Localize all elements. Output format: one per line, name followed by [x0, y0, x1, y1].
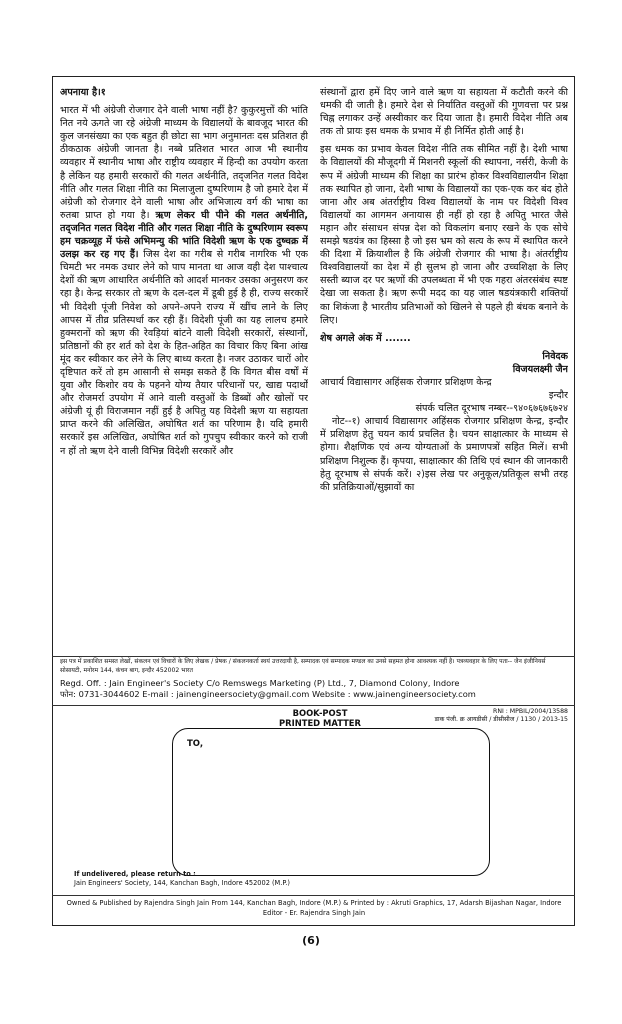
contact-line: फोन: 0731-3044602 E-mail : jainengineersociety@gmail.com Website : www.jainengineersociety.com — [60, 688, 476, 699]
undelivered-address: Jain Engineers' Society, 144, Kanchan Bagh, Indore 452002 (M.P.) — [74, 879, 290, 887]
right-column — [320, 86, 568, 656]
signature-name: विजयलक्ष्मी जैन — [512, 363, 568, 375]
right-paragraph-1: संस्थानों द्वारा हमें दिए जाने वाले ऋण या सहायता में कटौती करने की धमकी दी जाती है। हमारे देश से निर्यातित वस्तुओं की गुणवत्ता पर प्रश्न चिह्न लगाकर उन्हें अस्वीकार कर दिया जाता है। हमारी विदेश नीति अब तक तो प्रायः इस धमक के प्रभाव में ही निर्मित होती आई है। — [320, 87, 568, 138]
organization-city: इन्दौर — [548, 390, 568, 402]
left-column — [60, 86, 308, 656]
signature-label: निवेदक — [542, 350, 568, 362]
footer-divider — [52, 656, 575, 657]
publisher-block — [60, 898, 568, 918]
article-columns — [60, 86, 568, 656]
to-label: TO, — [187, 739, 204, 749]
signature-block — [320, 350, 568, 376]
owned-published-line: Owned & Published by Rajendra Singh Jain From 144, Kanchan Bagh, Indore (M.P.) & Printed by : Akruti Graphics, 17, Adarsh Bijashan Nagar, Indore — [66, 899, 562, 907]
right-paragraph-2: इस धमक का प्रभाव केवल विदेश नीति तक सीमित नहीं है। देशी भाषा के विद्यालयों की मौजूदगी में मिशनरी स्कूलों की स्थापना, नर्सरी, केजी के रूप में अंग्रेजी माध्यम की शिक्षा का प्रारंभ होकर विश्वविद्यालयीन शिक्षा तक स्थापित हो जाना, देशी भाषा के विद्यालयों का एक-एक कर बंद होते जाना और अब अंतर्राष्ट्रीय विश्व विद्यालयों के नाम पर विदेशी विश्व विद्यालयों का आगमन अनायास ही नहीं हो रहा है अपितु भारत जैसे महान और संसाधन संपन्न देश को विकलांग बनाए रखने के एक सोचे समझे षडयंत्र का हिस्सा है जो इस भ्रम को सत्य के रूप में स्थापित करने की दिशा में क्रियाशील है कि अंग्रेजी रोजगार की भाषा है। अंतर्राष्ट्रीय विश्वविद्यालयों का देश में ही सुलभ हो जाना और उच्चशिक्षा के लिए सस्ती ब्याज दर पर ऋणों की उपलब्धता में भी एक गहरा अंतरसंबंध स्पष्ट देखा जा सकता है। ऋण रूपी मदद का यह जाल षडयंत्रकारी शक्तियों का शिकंजा है भारतीय प्रतिभाओं को खिलने से पहले ही बंधक बनाने के लिए। — [320, 144, 568, 326]
post-section — [60, 708, 568, 878]
left-paragraph-rest: जिस देश का गरीब से गरीब नागरिक भी एक चिमटी भर नमक उधार लेने को पाप मानता था आज वही देश पाश्चात्य देशों की ऋण आधारित अर्थनीति को आदर्श मानकर उसका अनुसरण कर रहा है। केन्द्र सरकार तो ऋण के दल-दल में डूबी हुई है ही, राज्य सरकारें भी विदेशी पूंजी निवेश को अपने-अपने राज्य में खींच लाने के लिए आपस में तीव्र प्रतिस्पर्धा कर रही हैं। विदेशी पूंजी का यह लालच हमारे हुक्मरानों को ऋण की रेवड़ियां बांटने वाली विदेशी सरकारों, संस्थानों, प्रतिष्ठानों की हर शर्त को देश के हित-अहित का विचार किए बिना आंख मूंद कर स्वीकार कर लेने के लिए बाध्य करता है। नजर उठाकर चारों ओर दृष्टिपात करें तो हम आसानी से समझ सकते हैं कि विगत बीस वर्षों में युवा और किशोर वय के पहनने योग्य तैयार परिधानों पर, खाद्य पदार्थों और रोजमर्रा उपयोग में आने वाली वस्तुओं के डिब्बों और खोलों पर अंग्रेजी यूं ही विराजमान नहीं हुई है अपितु यह विदेशी ऋण या सहायता प्राप्त करने की अलिखित, अघोषित शर्त का परिणाम है। यदि हमारी सरकारें इस अलिखित, अघोषित शर्त को गुपचुप स्वीकार करने को राजी न हों तो ऋण देने वाली विभिन्न विदेशी सरकारें और — [60, 249, 308, 457]
continued-note: शेष अगले अंक में ....... — [320, 332, 411, 344]
post-title — [260, 708, 380, 728]
page-number: (6) — [302, 934, 320, 947]
contact-phone: संपर्क चलित दूरभाष नम्बर--९४०६७६७६७२४ — [415, 403, 568, 415]
disclaimer-text: इस पत्र में प्रकाशित समस्त लेखों, संकलन एवं विचारों के लिए लेखक / प्रेषक / संकलनकर्ता स्वयं उत्तरदायी है, सम्पादक एवं सम्पादक मण्डल का उनसे सहमत होना आवश्यक नहीं है। पत्रव्यवहार के लिए पता-- जैन इंजीनियर्स सोसायटी, मनोरम 144, कंचन बाग, इन्दौर 452002 भारत — [60, 658, 546, 674]
rni-block — [435, 708, 568, 724]
owned-divider — [52, 895, 575, 896]
column-heading: अपनाया है।१ — [60, 87, 106, 98]
note-paragraph: नोट--१) आचार्य विद्यासागर अहिंसक रोजगार प्रशिक्षण केन्द्र, इन्दौर में प्रशिक्षण हेतु चयन कार्य प्रचलित है। चयन साक्षात्कार के माध्यम से होगा। शैक्षणिक एवं अन्य योग्यताओं के प्रमाणपत्रों सहित मिलें। सभी प्रशिक्षण निशुल्क हैं। कृपया, साक्षात्कार की तिथि एवं स्थान की जानकारी हेतु दूरभाष से संपर्क करें। २)इस लेख पर अनुकूल/प्रतिकूल सभी तरह की प्रतिक्रियाओं/सुझावों का — [320, 416, 568, 493]
left-paragraph-bold: ऋण लेकर घी पीने की गलत अर्थनीति, तद्जनित गलत विदेश नीति और गलत शिक्षा नीति के दुष्परिणाम स्वरूप हम चक्रव्यूह में फंसे अभिमन्यु की भांति विदेशी ऋण के एक दुष्चक्र में उलझ कर रह गए हैं। — [60, 209, 308, 261]
undelivered-label: If undelivered, please return to : — [74, 870, 196, 878]
editor-line: Editor - Er. Rajendra Singh Jain — [262, 909, 366, 917]
left-paragraph — [60, 104, 308, 458]
postal-registration: डाक पंजी. क्र आयडीसी / डीसीसीज / 1130 / 2013-15 — [434, 716, 568, 723]
printed-matter-label: PRINTED MATTER — [279, 718, 361, 728]
registered-office: Regd. Off. : Jain Engineer's Society C/o Remswegs Marketing (P) Ltd., 7, Diamond Colony, Indore — [60, 678, 460, 688]
rni-number: RNI : MPBIL/2004/13588 — [493, 708, 568, 715]
registration-block — [60, 678, 568, 699]
left-paragraph-text: भारत में भी अंग्रेजी रोजगार देने वाली भाषा नहीं है? कुकुरमुत्तों की भांति नित नये ऊगते जा रहे अंग्रेजी माध्यम के विद्यालयों के बावजूद भारत की कुल जनसंख्या का एक बहुत ही छोटा सा भाग अनुमानतः दस प्रतिशत ही ठीकठाक अंग्रेजी जानता है। नब्बे प्रतिशत भारत आज भी स्थानीय व्यवहार में स्थानीय भाषा और राष्ट्रीय व्यवहार में हिन्दी का उपयोग करता है लेकिन यह हमारी सरकारों की गलत अर्थनीति, तद्जनित गलत विदेश नीति और गलत शिक्षा नीति का मिलाजुला दुष्परिणाम है जो हमारे देश में अंग्रेजी को रोजगार देने वाली भाषा और अभिजात्य वर्ग की भाषा का रुतबा प्राप्त हो गया है। — [60, 105, 308, 221]
book-post-label: BOOK-POST — [292, 708, 348, 718]
address-box — [172, 728, 490, 876]
post-divider — [52, 705, 575, 706]
return-address — [74, 870, 290, 888]
organization-name: आचार्य विद्यासागर अहिंसक रोजगार प्रशिक्षण केन्द्र — [320, 376, 492, 388]
